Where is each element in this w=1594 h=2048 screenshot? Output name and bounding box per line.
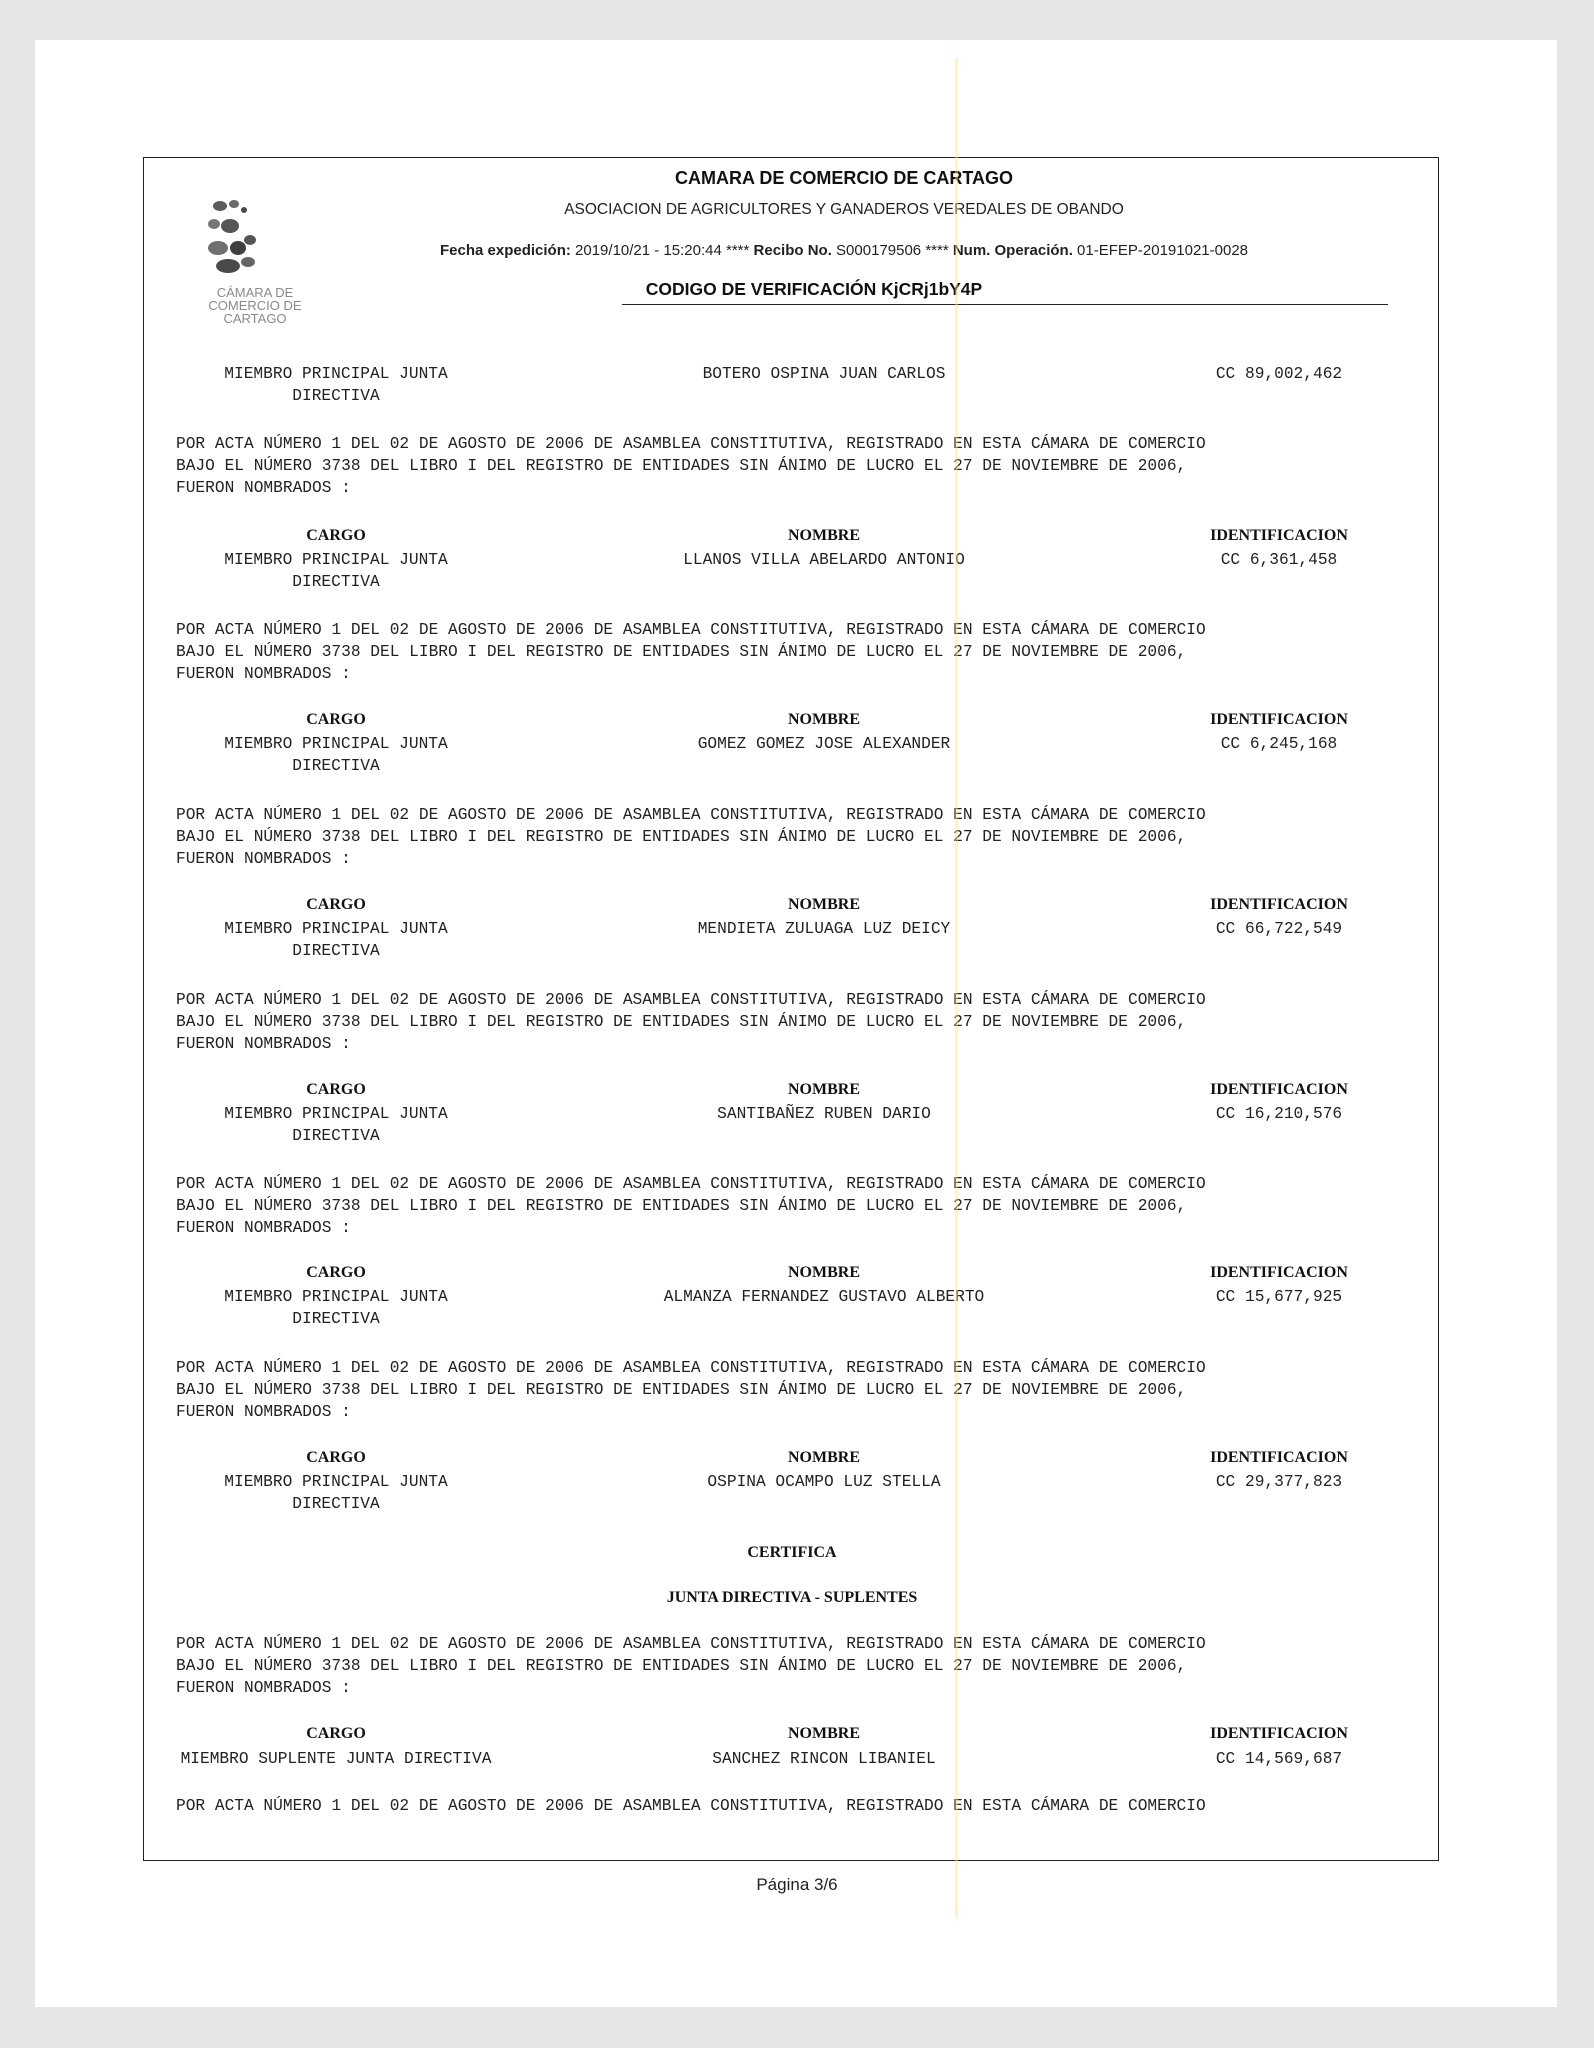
paragraph-line: FUERON NOMBRADOS : <box>176 1219 351 1237</box>
identificacion-header: IDENTIFICACION <box>1210 711 1348 728</box>
identificacion-header: IDENTIFICACION <box>1210 1725 1348 1742</box>
board-member-row <box>144 1103 1440 1149</box>
recibo-label: Recibo No. <box>753 242 832 259</box>
identificacion-cell: CC 15,677,925 <box>1215 1288 1343 1306</box>
separator: **** <box>726 242 750 259</box>
stones-logo-icon <box>180 188 310 288</box>
page-number: Página 3/6 <box>756 1875 838 1894</box>
nombre-cell: SANTIBAÑEZ RUBEN DARIO <box>717 1105 931 1123</box>
acta-paragraph <box>176 619 1408 685</box>
identificacion-cell: CC 6,361,458 <box>1220 551 1338 569</box>
paragraph-line: FUERON NOMBRADOS : <box>176 665 351 683</box>
identificacion-cell: CC 16,210,576 <box>1215 1105 1343 1123</box>
acta-paragraph <box>176 1357 1408 1423</box>
board-member-row <box>144 733 1440 779</box>
cargo-line: DIRECTIVA <box>292 1310 380 1328</box>
logo-caption-line: CARTAGO <box>223 311 287 326</box>
cargo-header: CARGO <box>306 527 366 544</box>
separator: **** <box>925 242 949 259</box>
recibo-value: S000179506 <box>836 242 922 259</box>
cargo-cell <box>166 1286 506 1330</box>
paragraph-line: FUERON NOMBRADOS : <box>176 1403 351 1421</box>
nombre-cell: BOTERO OSPINA JUAN CARLOS <box>702 365 946 383</box>
operacion-label: Num. Operación. <box>952 242 1073 259</box>
fecha-value: 2019/10/21 - 15:20:44 <box>575 242 722 259</box>
logo-caption-line: CÁMARA DE <box>216 285 294 300</box>
identificacion-header: IDENTIFICACION <box>1210 527 1348 544</box>
certificate-frame <box>143 157 1439 1861</box>
nombre-cell: OSPINA OCAMPO LUZ STELLA <box>707 1473 941 1491</box>
cargo-cell <box>166 549 506 593</box>
paragraph-line: BAJO EL NÚMERO 3738 DEL LIBRO I DEL REGISTRO DE ENTIDADES SIN ÁNIMO DE LUCRO EL 27 DE NOVIEMBRE DE 2006, <box>176 643 1187 661</box>
identificacion-cell: CC 66,722,549 <box>1215 920 1343 938</box>
acta-paragraph <box>176 1173 1408 1239</box>
nombre-header: NOMBRE <box>788 1081 860 1098</box>
nombre-cell: GOMEZ GOMEZ JOSE ALEXANDER <box>697 735 951 753</box>
board-member-row <box>144 363 1440 409</box>
paragraph-line: POR ACTA NÚMERO 1 DEL 02 DE AGOSTO DE 2006 DE ASAMBLEA CONSTITUTIVA, REGISTRADO EN ESTA CÁMARA DE COMERCIO <box>176 1359 1206 1377</box>
acta-paragraph <box>176 1795 1408 1817</box>
cargo-cell <box>166 1471 506 1515</box>
document-header <box>144 158 1440 326</box>
cargo-line: MIEMBRO PRINCIPAL JUNTA <box>224 551 448 569</box>
paragraph-line: POR ACTA NÚMERO 1 DEL 02 DE AGOSTO DE 2006 DE ASAMBLEA CONSTITUTIVA, REGISTRADO EN ESTA CÁMARA DE COMERCIO <box>176 621 1206 639</box>
paragraph-line: BAJO EL NÚMERO 3738 DEL LIBRO I DEL REGISTRO DE ENTIDADES SIN ÁNIMO DE LUCRO EL 27 DE NOVIEMBRE DE 2006, <box>176 1013 1187 1031</box>
acta-paragraph <box>176 804 1408 870</box>
paragraph-line: FUERON NOMBRADOS : <box>176 1035 351 1053</box>
nombre-header: NOMBRE <box>788 1725 860 1742</box>
nombre-header: NOMBRE <box>788 527 860 544</box>
identificacion-header: IDENTIFICACION <box>1210 1449 1348 1466</box>
logo-caption-line: COMERCIO DE <box>208 298 302 313</box>
paragraph-line: POR ACTA NÚMERO 1 DEL 02 DE AGOSTO DE 2006 DE ASAMBLEA CONSTITUTIVA, REGISTRADO EN ESTA CÁMARA DE COMERCIO <box>176 806 1206 824</box>
cargo-line: DIRECTIVA <box>292 573 380 591</box>
cargo-header: CARGO <box>306 896 366 913</box>
scan-streak <box>955 58 958 1918</box>
substitute-member-row <box>144 1748 1440 1794</box>
nombre-header: NOMBRE <box>788 1449 860 1466</box>
cargo-line: DIRECTIVA <box>292 1495 380 1513</box>
cargo-line: MIEMBRO PRINCIPAL JUNTA <box>224 1473 448 1491</box>
identificacion-cell: CC 6,245,168 <box>1220 735 1338 753</box>
section-heading: JUNTA DIRECTIVA - SUPLENTES <box>666 1589 918 1606</box>
paragraph-line: POR ACTA NÚMERO 1 DEL 02 DE AGOSTO DE 2006 DE ASAMBLEA CONSTITUTIVA, REGISTRADO EN ESTA CÁMARA DE COMERCIO <box>176 991 1206 1009</box>
entity-name: ASOCIACION DE AGRICULTORES Y GANADEROS VEREDALES DE OBANDO <box>564 201 1124 218</box>
cargo-cell <box>166 918 506 962</box>
nombre-cell: MENDIETA ZULUAGA LUZ DEICY <box>697 920 951 938</box>
paragraph-line: POR ACTA NÚMERO 1 DEL 02 DE AGOSTO DE 2006 DE ASAMBLEA CONSTITUTIVA, REGISTRADO EN ESTA CÁMARA DE COMERCIO <box>176 1175 1206 1193</box>
nombre-cell: ALMANZA FERNANDEZ GUSTAVO ALBERTO <box>663 1288 985 1306</box>
acta-paragraph <box>176 1633 1408 1699</box>
cargo-header: CARGO <box>306 711 366 728</box>
paragraph-line: FUERON NOMBRADOS : <box>176 479 351 497</box>
cargo-header: CARGO <box>306 1725 366 1742</box>
identificacion-cell: CC 29,377,823 <box>1215 1473 1343 1491</box>
paragraph-line: BAJO EL NÚMERO 3738 DEL LIBRO I DEL REGISTRO DE ENTIDADES SIN ÁNIMO DE LUCRO EL 27 DE NOVIEMBRE DE 2006, <box>176 1381 1187 1399</box>
identificacion-cell: CC 89,002,462 <box>1215 365 1343 383</box>
paragraph-line: FUERON NOMBRADOS : <box>176 850 351 868</box>
cargo-line: DIRECTIVA <box>292 757 380 775</box>
cargo-line: DIRECTIVA <box>292 1127 380 1145</box>
paragraph-line: POR ACTA NÚMERO 1 DEL 02 DE AGOSTO DE 2006 DE ASAMBLEA CONSTITUTIVA, REGISTRADO EN ESTA CÁMARA DE COMERCIO <box>176 1635 1206 1653</box>
chamber-title: CAMARA DE COMERCIO DE CARTAGO <box>675 168 1013 188</box>
chamber-logo <box>180 188 310 326</box>
cargo-cell <box>166 733 506 777</box>
acta-paragraph <box>176 989 1408 1055</box>
paragraph-line: BAJO EL NÚMERO 3738 DEL LIBRO I DEL REGISTRO DE ENTIDADES SIN ÁNIMO DE LUCRO EL 27 DE NOVIEMBRE DE 2006, <box>176 828 1187 846</box>
cargo-line: MIEMBRO PRINCIPAL JUNTA <box>224 1288 448 1306</box>
header-rule <box>622 304 1388 305</box>
issue-metadata <box>364 242 1324 259</box>
identificacion-header: IDENTIFICACION <box>1210 896 1348 913</box>
board-member-row <box>144 1286 1440 1332</box>
cargo-cell <box>166 1103 506 1147</box>
cargo-cell <box>166 363 506 407</box>
fecha-label: Fecha expedición: <box>439 242 571 259</box>
paragraph-line: BAJO EL NÚMERO 3738 DEL LIBRO I DEL REGISTRO DE ENTIDADES SIN ÁNIMO DE LUCRO EL 27 DE NOVIEMBRE DE 2006, <box>176 1657 1187 1675</box>
cargo-line: MIEMBRO PRINCIPAL JUNTA <box>224 1105 448 1123</box>
identificacion-cell: CC 14,569,687 <box>1215 1750 1343 1768</box>
board-member-row <box>144 918 1440 964</box>
certifica-heading: CERTIFICA <box>747 1544 837 1561</box>
cargo-line: DIRECTIVA <box>292 942 380 960</box>
nombre-header: NOMBRE <box>788 896 860 913</box>
nombre-cell: SANCHEZ RINCON LIBANIEL <box>712 1750 936 1768</box>
board-member-row <box>144 1471 1440 1517</box>
identificacion-header: IDENTIFICACION <box>1210 1264 1348 1281</box>
cargo-header: CARGO <box>306 1449 366 1466</box>
cargo-line: DIRECTIVA <box>292 387 380 405</box>
nombre-cell: LLANOS VILLA ABELARDO ANTONIO <box>683 551 965 569</box>
paragraph-line: BAJO EL NÚMERO 3738 DEL LIBRO I DEL REGISTRO DE ENTIDADES SIN ÁNIMO DE LUCRO EL 27 DE NOVIEMBRE DE 2006, <box>176 457 1187 475</box>
cargo-header: CARGO <box>306 1264 366 1281</box>
operacion-value: 01-EFEP-20191021-0028 <box>1077 242 1249 259</box>
cargo-line: MIEMBRO PRINCIPAL JUNTA <box>224 735 448 753</box>
logo-caption <box>180 286 330 325</box>
nombre-header: NOMBRE <box>788 711 860 728</box>
nombre-header: NOMBRE <box>788 1264 860 1281</box>
identificacion-header: IDENTIFICACION <box>1210 1081 1348 1098</box>
cargo-line: MIEMBRO PRINCIPAL JUNTA <box>224 920 448 938</box>
cargo-line: MIEMBRO PRINCIPAL JUNTA <box>224 365 448 383</box>
cargo-header: CARGO <box>306 1081 366 1098</box>
acta-paragraph <box>176 433 1408 499</box>
paragraph-line: POR ACTA NÚMERO 1 DEL 02 DE AGOSTO DE 2006 DE ASAMBLEA CONSTITUTIVA, REGISTRADO EN ESTA CÁMARA DE COMERCIO <box>176 435 1206 453</box>
board-member-row <box>144 549 1440 595</box>
paragraph-line: FUERON NOMBRADOS : <box>176 1679 351 1697</box>
verification-code: CODIGO DE VERIFICACIÓN KjCRj1bY4P <box>645 279 983 299</box>
cargo-cell: MIEMBRO SUPLENTE JUNTA DIRECTIVA <box>180 1750 492 1768</box>
paragraph-line: BAJO EL NÚMERO 3738 DEL LIBRO I DEL REGISTRO DE ENTIDADES SIN ÁNIMO DE LUCRO EL 27 DE NOVIEMBRE DE 2006, <box>176 1197 1187 1215</box>
paragraph-line: POR ACTA NÚMERO 1 DEL 02 DE AGOSTO DE 2006 DE ASAMBLEA CONSTITUTIVA, REGISTRADO EN ESTA CÁMARA DE COMERCIO <box>176 1797 1206 1815</box>
